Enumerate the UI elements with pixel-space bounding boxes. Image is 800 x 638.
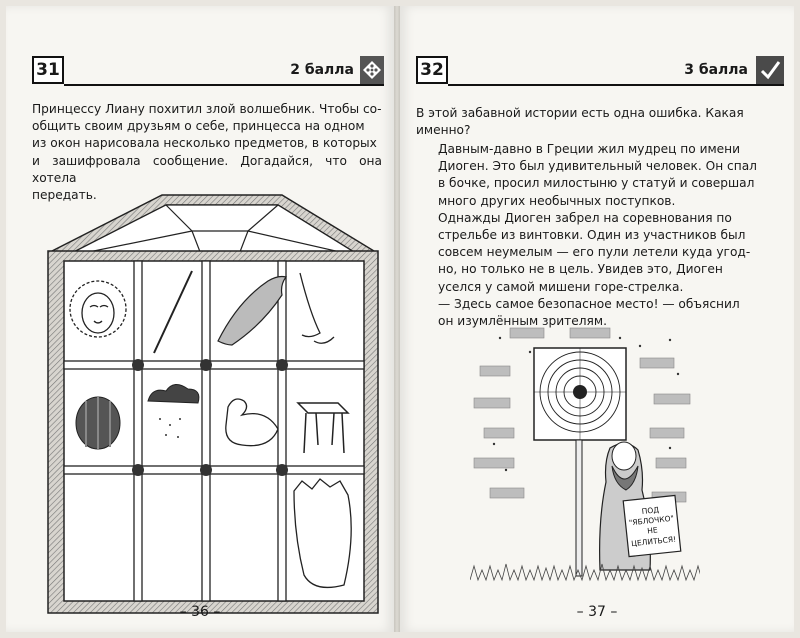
left-page xyxy=(6,6,394,632)
sign-line: "ЯБЛОЧКО" xyxy=(628,513,675,528)
text-line: много других необычных поступков. xyxy=(438,193,676,208)
elephant-picture xyxy=(294,479,351,587)
text-line: в бочке, просил милостыню у статуй и совершал xyxy=(438,176,755,191)
diogenes-illustration xyxy=(470,318,700,588)
checkmark-icon xyxy=(756,56,784,84)
header-rule xyxy=(64,84,384,86)
text-line: стрельбе из винтовки. Один из участников был xyxy=(438,228,746,243)
text-line: общить своим друзьям о себе, принцесса на одном xyxy=(32,119,365,134)
text-line: передать. xyxy=(32,188,97,203)
watermelon-picture xyxy=(76,397,120,449)
text-line: В этой забавной истории есть одна ошибка. Какая xyxy=(416,106,744,120)
task-32-story xyxy=(438,141,778,330)
text-line: он изумлённым зрителям. xyxy=(438,314,607,329)
sign-line: ЦЕЛИТЬСЯ! xyxy=(630,534,677,549)
task-points: 2 балла xyxy=(290,62,354,78)
page-number: – 36 – xyxy=(179,604,221,620)
task-number-box: 31 xyxy=(32,56,64,84)
text-line: Давным-давно в Греции жил мудрец по имени xyxy=(438,142,741,156)
text-line: но, но только не в цель. Увидев это, Диоген xyxy=(438,262,723,277)
window-illustration xyxy=(42,191,384,617)
header-rule xyxy=(448,84,784,86)
diamond-dots-icon xyxy=(360,56,384,84)
text-line: уселся у самой мишени горе-стрелка. xyxy=(438,279,684,294)
page-number: – 37 – xyxy=(576,604,618,620)
text-line: Однажды Диоген забрел на соревнования по xyxy=(438,210,732,225)
task-31-intro xyxy=(32,101,382,204)
task-points: 3 балла xyxy=(684,62,748,78)
sign-line: НЕ xyxy=(646,525,659,536)
text-line: Диоген. Это был удивительный человек. Он спал xyxy=(438,159,757,174)
text-line: совсем неумелым — его пули летели куда угод- xyxy=(438,245,751,260)
task-header-32 xyxy=(416,56,784,86)
text-line: Принцессу Лиану похитил злой волшебник. Чтобы со- xyxy=(32,102,382,116)
task-number-box: 32 xyxy=(416,56,448,84)
task-32-question xyxy=(416,105,778,139)
sign-line: ПОД xyxy=(641,505,660,516)
text-line: из окон нарисовала несколько предметов, в которых xyxy=(32,136,377,151)
right-page xyxy=(400,6,794,632)
text-line: — Здесь самое безопасное место! — объяснил xyxy=(438,296,740,311)
task-header-31 xyxy=(32,56,384,86)
text-line: и зашифровала сообщение. Догадайся, что она хотела xyxy=(32,153,382,185)
text-line: именно? xyxy=(416,123,471,138)
